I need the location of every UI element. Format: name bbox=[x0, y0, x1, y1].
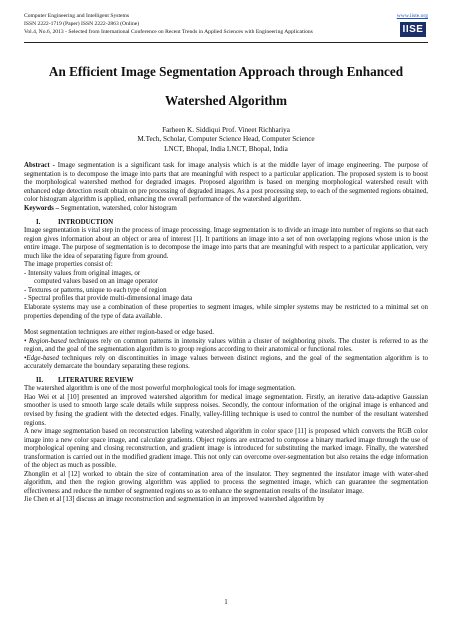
intro-paragraph-2: Elaborate systems may use a combination of these properties to segment images, while simpler systems may be restricted to a minimal set on properties depending of the type of data available. bbox=[24, 303, 428, 320]
volume-line: Vol.4, No.6, 2013 - Selected from International Conference on Recent Trends in Applied Sciences with Engineering Applications bbox=[24, 29, 313, 35]
page-number: 1 bbox=[224, 598, 228, 606]
review-paragraph-2: Hao Wei et al [10] presented an improved watershed algorithm for medical image segmentation. Firstly, an iterative data-adaptive Gaussian smoother is used to smooth large scale details while suppress noises. Secondly, the contour information of the original image is enhanced and revised by fusing the gradient with the detected edges. Finally, valley-filling technique is used to control the number of the resultant watershed regions. bbox=[24, 393, 428, 427]
issn-line: ISSN 2222-1719 (Paper) ISSN 2222-2863 (Online) bbox=[24, 21, 140, 27]
journal-header bbox=[24, 12, 428, 42]
keywords-text: Segmentation, watershed, color histogram bbox=[59, 204, 177, 212]
edge-based-text: techniques rely on discontinuities in image values between distinct regions, and the goal of the segmentation algorithm is to accurately demarcate the boundary separating these regions. bbox=[24, 354, 428, 371]
intro-paragraph-3: Most segmentation techniques are either region-based or edge based. bbox=[24, 329, 215, 337]
property-item: - Textures or patterns, unique to each type of region bbox=[24, 286, 167, 294]
abstract bbox=[24, 162, 428, 205]
author-affiliations: LNCT, Bhopal, India LNCT, Bhopal, India bbox=[164, 144, 288, 153]
edge-based-label: •Edge-based bbox=[24, 354, 59, 362]
keywords bbox=[24, 205, 428, 214]
property-item: - Intensity values from original images, or bbox=[24, 269, 141, 277]
review-paragraph-5: Jie Chen et al [13] discuss an image reconstruction and segmentation in an improved watershed algorithm by bbox=[24, 496, 325, 504]
section-number: II. bbox=[36, 376, 44, 384]
region-based-paragraph bbox=[24, 338, 428, 355]
abstract-label: Abstract - bbox=[24, 162, 55, 170]
author-roles: M.Tech, Scholar, Computer Science Head, Computer Science bbox=[137, 135, 315, 144]
review-paragraph-3: A new image segmentation based on reconstruction labeling watershed algorithm in color space [11] is proposed which converts the RGB color image into a new color space image, and calculate gradients. Object regions are extracted to compose a binary marked image through the use of morphological opening and closing reconstruction, and gradient image is introduced for substituting the marked image. Finally, the watershed transformation is carried out in the modified gradient image. This not only can overcome over-segmentation but also retains the edge information of the object as much as possible. bbox=[24, 428, 428, 470]
review-paragraph-4: Zhonglin et al [12] worked to obtain the size of contamination area of the insulator. They segmented the insulator image with water-shed algorithm, and then the region growing algorithm was applied to process the segmented image, which can guarantee the segmentation effectiveness and reduce the number of segmented regions so as to enhance the segmentation results of the insulator image. bbox=[24, 470, 428, 495]
author-names: Farheen K. Siddiqui Prof. Vineet Richhariya bbox=[162, 126, 290, 134]
region-based-label: • Region-based bbox=[24, 337, 67, 345]
iiste-logo: IISE bbox=[400, 22, 426, 37]
section-title: LITERATURE REVIEW bbox=[58, 376, 134, 384]
abstract-text: Image segmentation is a significant task for image analysis which is at the middle layer of image engineering. The purpose of segmentation is to decompose the image into parts that are meaningful with respect to a particular application. The proposed system is to boost the morphological watershed method for degraded images. Proposed algorithm is based on merging morphological watershed result with enhanced edge detection result obtain on pre processing of degraded images. As a post processing step, to each of the segmented regions obtained, color histogram algorithm is applied, enhancing the overall performance of the watershed algorithm. bbox=[24, 162, 428, 204]
review-paragraph-1: The watershed algorithm is one of the most powerful morphological tools for image segmentation. bbox=[24, 385, 296, 393]
keywords-label: Keywords – bbox=[24, 204, 60, 212]
property-item: - Spectral profiles that provide multi-dimensional image data bbox=[24, 295, 193, 303]
journal-url-link[interactable]: www.iiste.org bbox=[396, 13, 428, 19]
paper-body bbox=[24, 162, 428, 505]
author-block bbox=[24, 126, 428, 154]
title-line-2: Watershed Algorithm bbox=[165, 93, 287, 108]
region-based-text: techniques rely on common patterns in intensity values within a cluster of neighboring pixels. The cluster is referred to as the region, and the goal of the segmentation algorithm is to group regions according to their anatomical or functional roles. bbox=[24, 337, 429, 354]
section-heading-literature-review bbox=[36, 377, 428, 386]
edge-based-paragraph bbox=[24, 355, 428, 372]
section-number: I. bbox=[36, 218, 41, 226]
intro-paragraph-1: Image segmentation is vital step in the process of image processing. Image segmentation is to divide an image into number of regions so that each region gives information about an object or area of interest [1]. It partitions an image into a set of non overlapping regions whose union is the entire image. The purpose of segmentation is to decompose the image into parts that are meaningful with respect to a particular application, very much like the idea of separating figure from ground. bbox=[24, 227, 428, 260]
paragraph-gap bbox=[24, 321, 428, 329]
title-line-1: An Efficient Image Segmentation Approach through Enhanced bbox=[48, 64, 404, 79]
journal-name: Computer Engineering and Intelligent Systems bbox=[24, 13, 130, 19]
paper-title bbox=[24, 57, 428, 115]
header-divider bbox=[24, 42, 428, 43]
section-heading-introduction bbox=[36, 219, 428, 228]
section-title: INTRODUCTION bbox=[58, 218, 114, 226]
properties-intro: The image properties consist of: bbox=[24, 261, 113, 269]
property-item: computed values based on an image operator bbox=[34, 278, 158, 286]
